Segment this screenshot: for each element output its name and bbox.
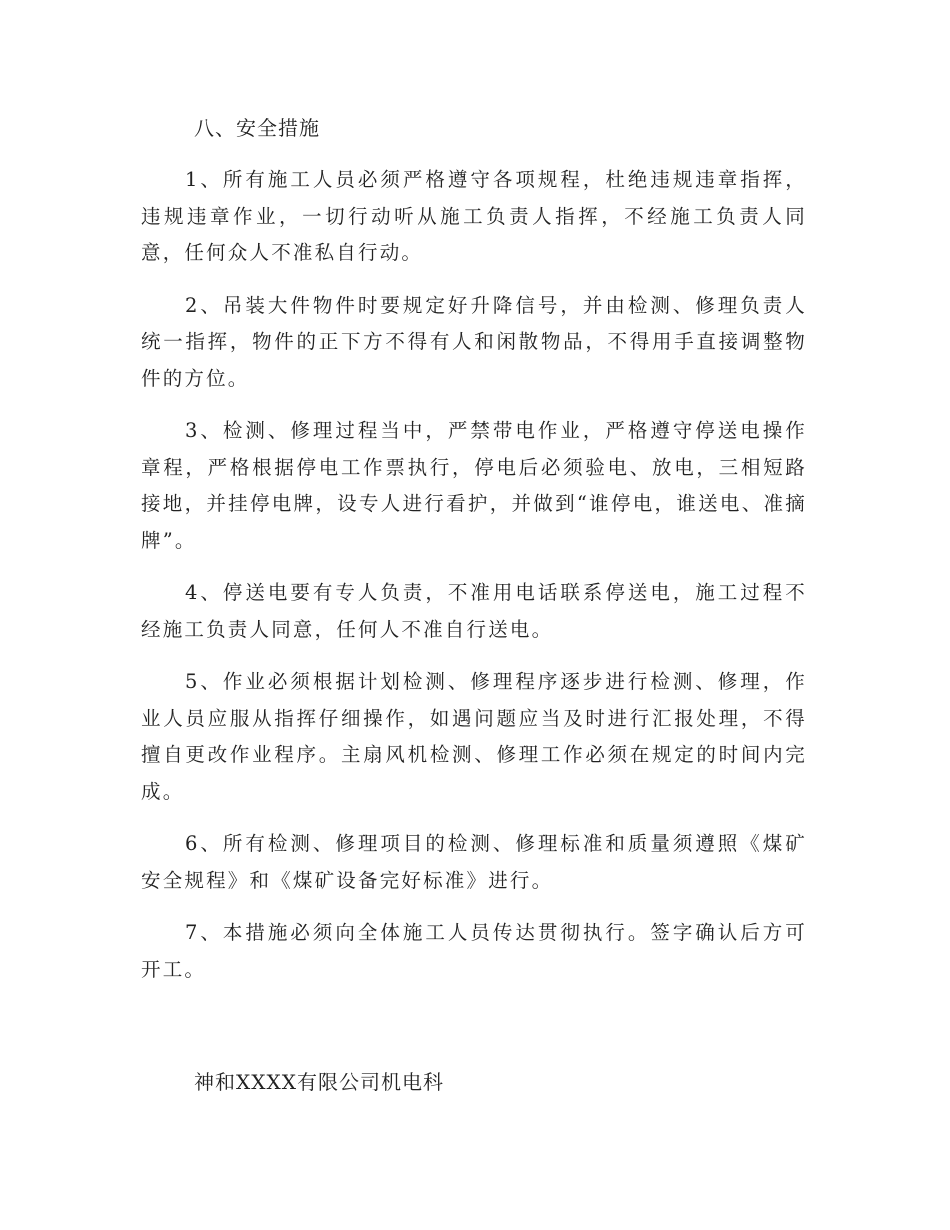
section-heading: 八、安全措施 <box>194 116 320 140</box>
measure-paragraph-4: 4、停送电要有专人负责，不准用电话联系停送电，施工过程不经施工负责人同意，任何人不准自行送电。 <box>141 581 807 641</box>
measure-paragraph-1: 1、所有施工人员必须严格遵守各项规程，杜绝违规违章指挥，违规违章作业，一切行动听从施工负责人指挥，不经施工负责人同意，任何众人不准私自行动。 <box>141 168 807 264</box>
measure-paragraph-7: 7、本措施必须向全体施工人员传达贯彻执行。签字确认后方可开工。 <box>141 921 807 981</box>
measure-paragraph-6: 6、所有检测、修理项目的检测、修理标准和质量须遵照《煤矿安全规程》和《煤矿设备完好标准》进行。 <box>141 832 807 892</box>
measure-paragraph-5: 5、作业必须根据计划检测、修理程序逐步进行检测、修理，作业人员应服从指挥仔细操作，如遇问题应当及时进行汇报处理，不得擅自更改作业程序。主扇风机检测、修理工作必须在规定的时间内完成。 <box>141 670 807 803</box>
measure-paragraph-3: 3、检测、修理过程当中，严禁带电作业，严格遵守停送电操作章程，严格根据停电工作票执行，停电后必须验电、放电，三相短路接地，并挂停电牌，设专人进行看护，并做到“谁停电，谁送电、准摘牌”。 <box>141 419 807 552</box>
measures-list <box>141 162 807 1004</box>
signature-line: 神和XXXX有限公司机电科 <box>194 1070 444 1094</box>
measure-paragraph-2: 2、吊装大件物件时要规定好升降信号，并由检测、修理负责人统一指挥，物件的正下方不得有人和闲散物品，不得用手直接调整物件的方位。 <box>141 293 807 390</box>
